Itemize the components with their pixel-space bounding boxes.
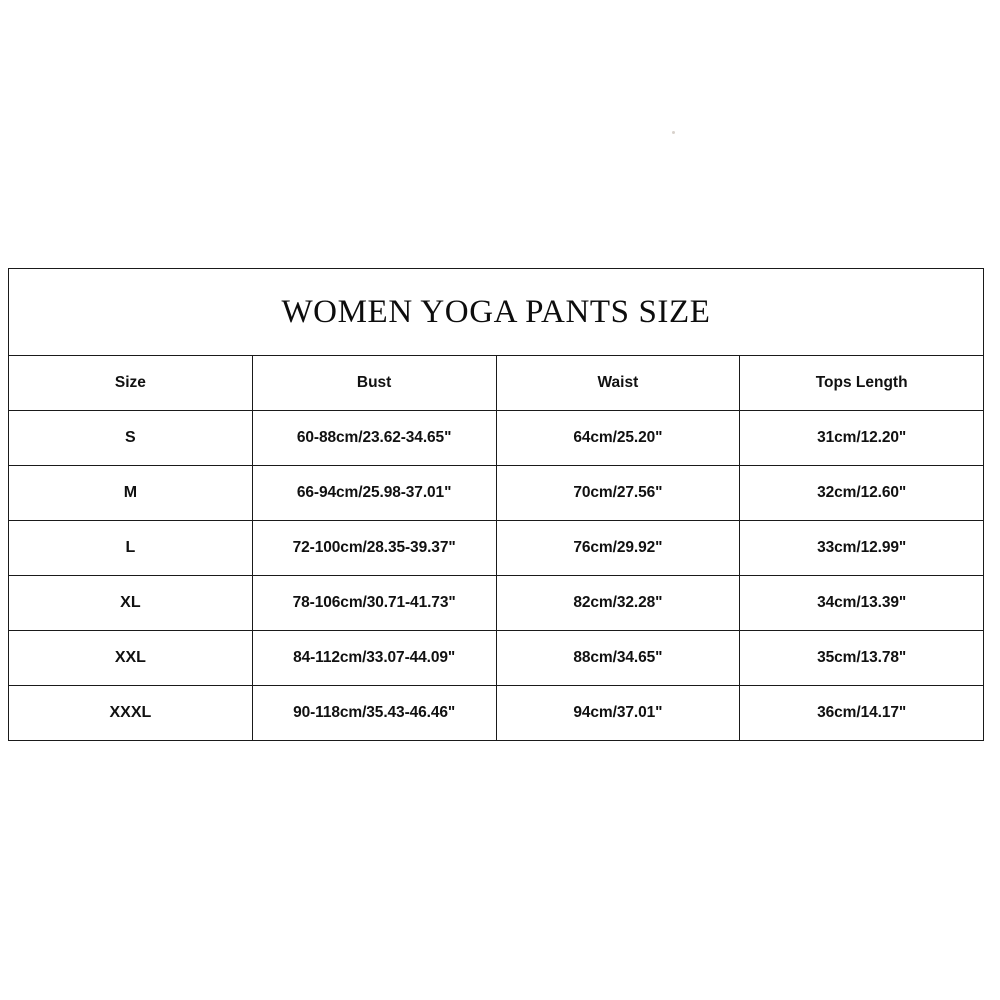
- cell-waist: 76cm/29.92": [496, 521, 740, 576]
- table-row: [9, 686, 984, 741]
- cell-tops-length: 34cm/13.39": [740, 576, 984, 631]
- table-row: [9, 466, 984, 521]
- column-header-size: Size: [9, 356, 253, 411]
- cell-size: S: [9, 411, 253, 466]
- chart-title-row: [9, 269, 984, 356]
- cell-tops-length: 36cm/14.17": [740, 686, 984, 741]
- cell-bust: 90-118cm/35.43-46.46": [252, 686, 496, 741]
- cell-bust: 72-100cm/28.35-39.37": [252, 521, 496, 576]
- cell-bust: 66-94cm/25.98-37.01": [252, 466, 496, 521]
- column-header-tops-length: Tops Length: [740, 356, 984, 411]
- size-chart-table: [8, 268, 984, 741]
- column-header-bust: Bust: [252, 356, 496, 411]
- table-header-row: [9, 356, 984, 411]
- cell-bust: 84-112cm/33.07-44.09": [252, 631, 496, 686]
- cell-size: M: [9, 466, 253, 521]
- cell-bust: 60-88cm/23.62-34.65": [252, 411, 496, 466]
- cell-size: XXL: [9, 631, 253, 686]
- page-title: WOMEN YOGA PANTS SIZE: [281, 293, 711, 330]
- table-row: [9, 631, 984, 686]
- table-row: [9, 576, 984, 631]
- chart-title-cell: [9, 269, 984, 356]
- cell-size: L: [9, 521, 253, 576]
- table-row: [9, 411, 984, 466]
- cell-waist: 94cm/37.01": [496, 686, 740, 741]
- cell-waist: 88cm/34.65": [496, 631, 740, 686]
- cell-tops-length: 33cm/12.99": [740, 521, 984, 576]
- cell-size: XXXL: [9, 686, 253, 741]
- column-header-waist: Waist: [496, 356, 740, 411]
- cell-tops-length: 31cm/12.20": [740, 411, 984, 466]
- cell-bust: 78-106cm/30.71-41.73": [252, 576, 496, 631]
- cell-size: XL: [9, 576, 253, 631]
- cell-waist: 70cm/27.56": [496, 466, 740, 521]
- table-row: [9, 521, 984, 576]
- cell-waist: 64cm/25.20": [496, 411, 740, 466]
- cell-waist: 82cm/32.28": [496, 576, 740, 631]
- cell-tops-length: 32cm/12.60": [740, 466, 984, 521]
- image-speck: [672, 131, 675, 134]
- cell-tops-length: 35cm/13.78": [740, 631, 984, 686]
